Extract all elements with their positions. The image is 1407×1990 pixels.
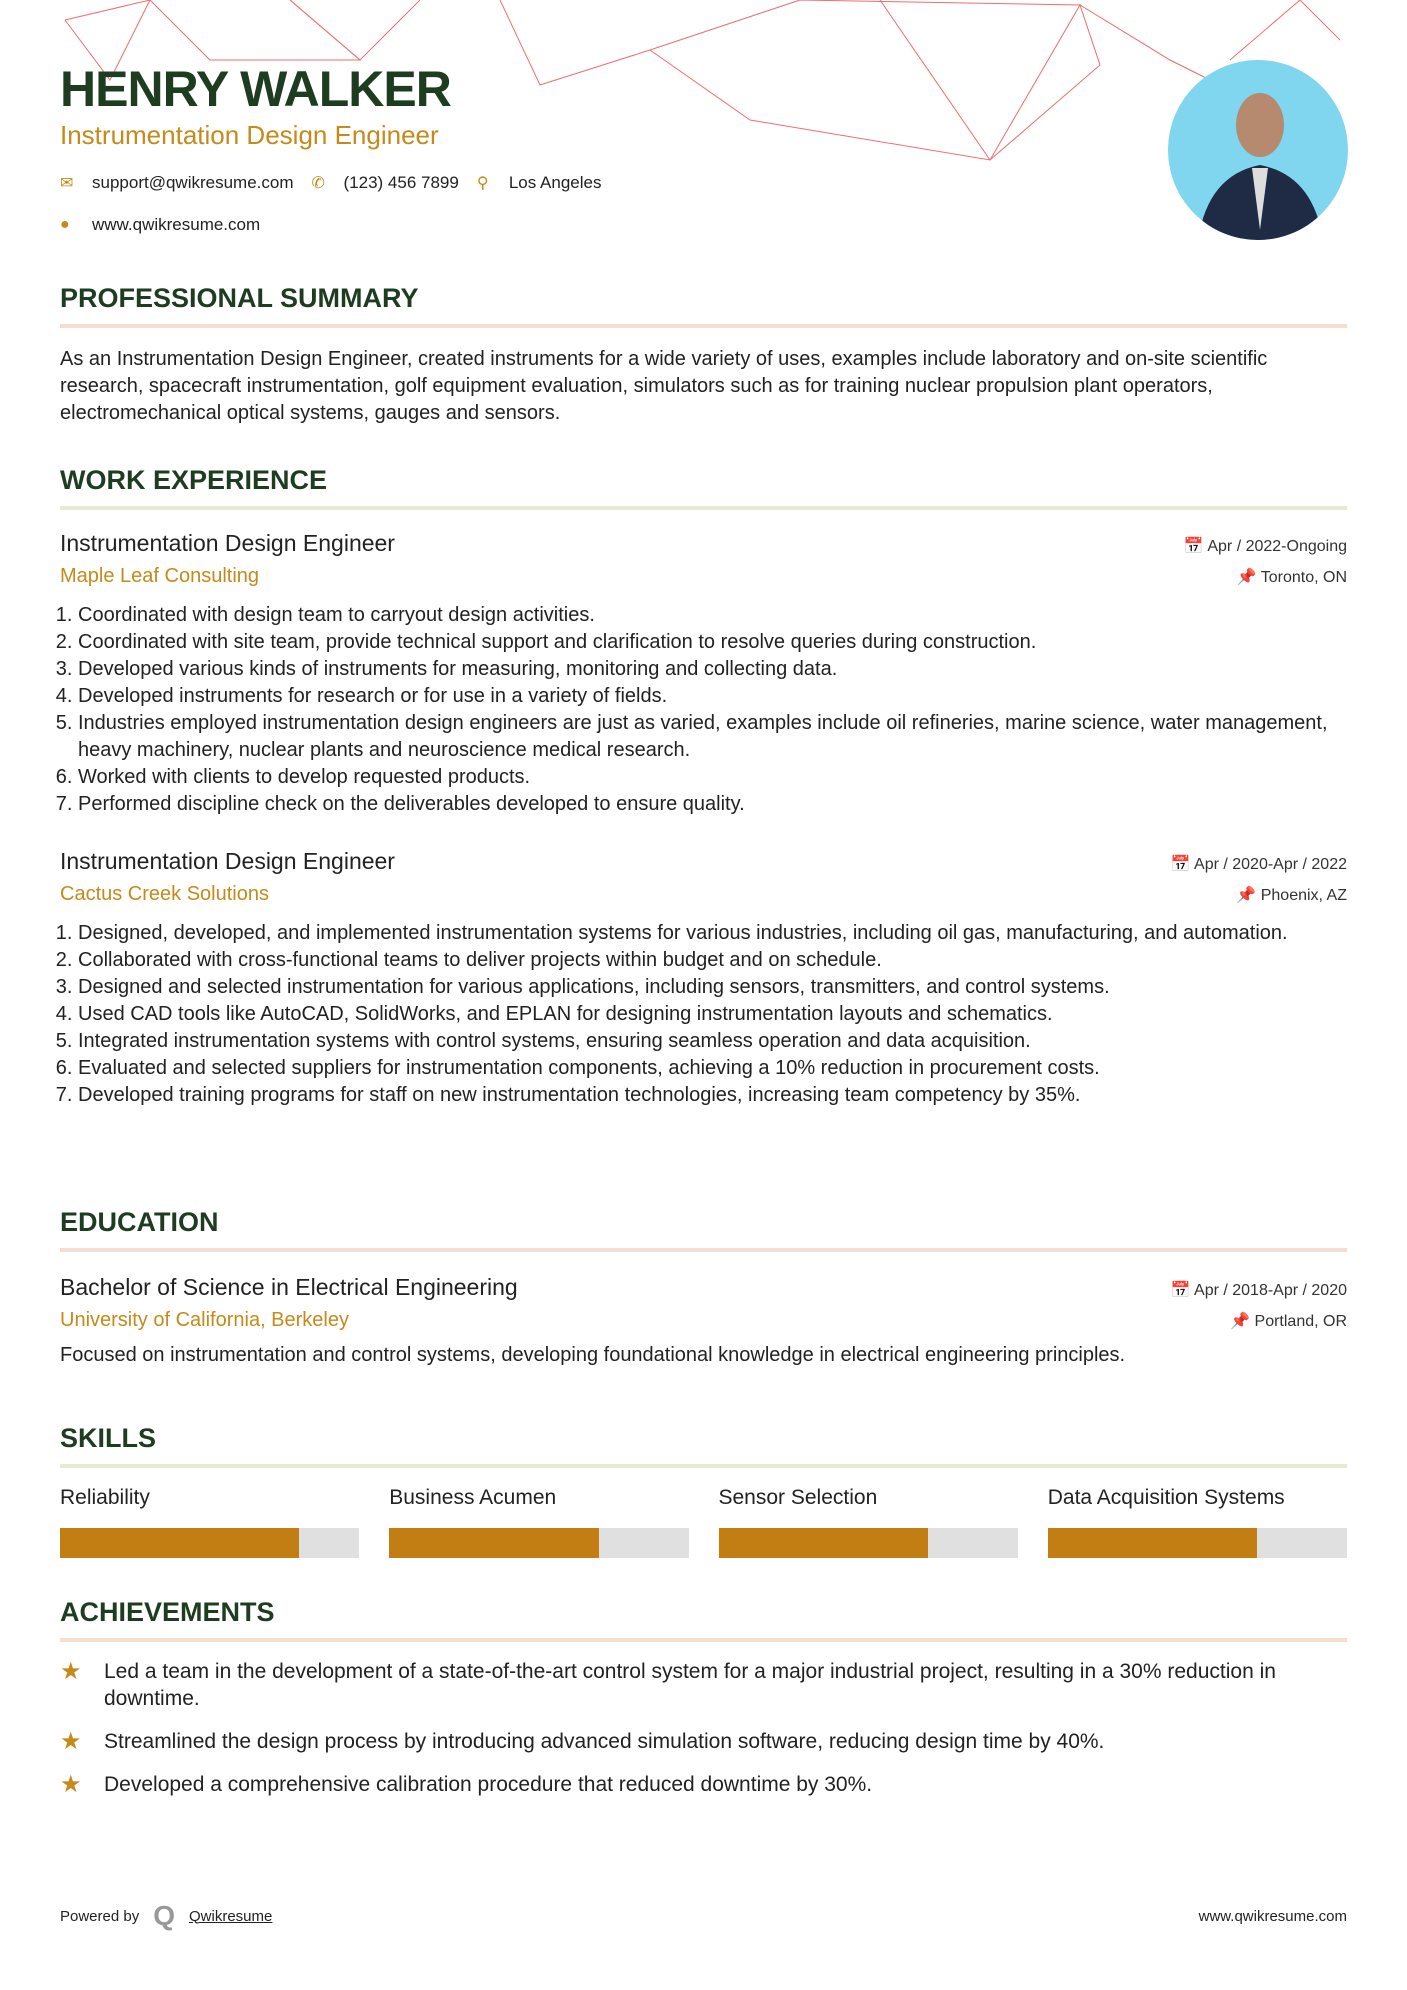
profile-photo bbox=[1168, 60, 1348, 240]
skill-item bbox=[389, 1486, 688, 1558]
achievement-item bbox=[60, 1658, 1347, 1712]
skill-item bbox=[1048, 1486, 1347, 1558]
skills-section bbox=[60, 1423, 1347, 1558]
achievement-item bbox=[60, 1728, 1347, 1755]
skill-bar bbox=[389, 1528, 688, 1558]
skill-item bbox=[719, 1486, 1018, 1558]
skill-name: Business Acumen bbox=[389, 1486, 557, 1509]
skill-bar-fill bbox=[719, 1528, 928, 1558]
skill-name: Reliability bbox=[60, 1486, 150, 1509]
summary-section bbox=[60, 283, 1347, 427]
skill-name: Data Acquisition Systems bbox=[1047, 1486, 1285, 1509]
job-bullet: 2. Collaborated with cross-functional teams to deliver projects within budget and on schedule. bbox=[78, 947, 1347, 974]
powered-by: Powered by bbox=[60, 1907, 140, 1925]
globe-icon: ● bbox=[60, 216, 70, 233]
job-bullet: 4. Developed instruments for research or for use in a variety of fields. bbox=[78, 683, 1347, 710]
job-bullet: 1. Coordinated with design team to carryout design activities. bbox=[78, 602, 1347, 629]
job-title: Instrumentation Design Engineer bbox=[60, 848, 395, 874]
achievement-text: Streamlined the design process by introducing advanced simulation software, reducing design time by 40%. bbox=[104, 1730, 1105, 1753]
achievements-section bbox=[60, 1597, 1347, 1798]
section-heading: WORK EXPERIENCE bbox=[60, 465, 1347, 510]
section-heading: PROFESSIONAL SUMMARY bbox=[60, 283, 1347, 328]
star-icon: ★ bbox=[60, 1728, 82, 1755]
qwikresume-logo-icon: Q bbox=[153, 1900, 175, 1931]
achievement-text: Developed a comprehensive calibration procedure that reduced downtime by 30%. bbox=[104, 1773, 873, 1796]
footer-url[interactable]: www.qwikresume.com bbox=[1198, 1907, 1347, 1925]
star-icon: ★ bbox=[60, 1658, 82, 1685]
job-bullet: 7. Developed training programs for staff on new instrumentation technologies, increasing team competency by 35%. bbox=[78, 1082, 1347, 1109]
company: Maple Leaf Consulting bbox=[60, 565, 260, 587]
skill-item bbox=[60, 1486, 359, 1558]
job-bullet: 7. Performed discipline check on the deliverables developed to ensure quality. bbox=[78, 791, 1347, 818]
website-row bbox=[60, 215, 260, 235]
skill-bar-fill bbox=[389, 1528, 598, 1558]
skill-bar-fill bbox=[60, 1528, 299, 1558]
email[interactable]: support@qwikresume.com bbox=[92, 173, 294, 192]
job-bullet: 2. Coordinated with site team, provide technical support and clarification to resolve queries during construction. bbox=[78, 629, 1347, 656]
candidate-title: Instrumentation Design Engineer bbox=[60, 120, 439, 150]
footer bbox=[60, 1900, 1347, 1932]
job-bullet: 6. Evaluated and selected suppliers for instrumentation components, achieving a 10% reduction in procurement costs. bbox=[78, 1055, 1347, 1082]
education-text: Focused on instrumentation and control systems, developing foundational knowledge in electrical engineering principles. bbox=[60, 1344, 1126, 1366]
skill-bar bbox=[60, 1528, 359, 1558]
phone-icon: ✆ bbox=[311, 175, 325, 192]
job-date: 📅 Apr / 2020-Apr / 2022 bbox=[1170, 856, 1347, 873]
job-bullet: 1. Designed, developed, and implemented instrumentation systems for various industries, including oil gas, manufacturing, and automation. bbox=[78, 920, 1347, 947]
location: Los Angeles bbox=[508, 173, 602, 192]
summary-text: As an Instrumentation Design Engineer, created instruments for a wide variety of uses, examples include laboratory and on-site scientific research, spacecraft instrumentation, golf equipment evaluation, simulators such as for training nuclear propulsion plant operators, electromechanical optical systems, gauges and sensors. bbox=[60, 348, 1268, 424]
job-bullet: 6. Worked with clients to develop requested products. bbox=[78, 764, 1347, 791]
job-title: Instrumentation Design Engineer bbox=[60, 530, 395, 556]
education-section bbox=[60, 1207, 1347, 1369]
skill-name: Sensor Selection bbox=[718, 1486, 878, 1509]
envelope-icon: ✉ bbox=[60, 175, 74, 192]
job-location: 📌 Toronto, ON bbox=[1236, 569, 1347, 586]
degree: Bachelor of Science in Electrical Engineering bbox=[60, 1274, 518, 1300]
school: University of California, Berkeley bbox=[60, 1309, 349, 1331]
education-location: 📌 Portland, OR bbox=[1230, 1313, 1347, 1330]
job-bullet: 5. Integrated instrumentation systems with control systems, ensuring seamless operation and data acquisition. bbox=[78, 1028, 1347, 1055]
achievement-item bbox=[60, 1771, 1347, 1798]
candidate-name: HENRY WALKER bbox=[60, 61, 451, 117]
achievement-text: Led a team in the development of a state-of-the-art control system for a major industrial project, resulting in a 30% reduction in downtime. bbox=[104, 1660, 1276, 1710]
skill-bar bbox=[719, 1528, 1018, 1558]
job-bullet: 3. Developed various kinds of instruments for measuring, monitoring and collecting data. bbox=[78, 656, 1347, 683]
location-pin-icon: ⚲ bbox=[476, 175, 489, 192]
experience-section bbox=[60, 465, 1347, 1109]
education-date: 📅 Apr / 2018-Apr / 2020 bbox=[1170, 1282, 1347, 1299]
job-entry bbox=[60, 530, 1347, 818]
phone: (123) 456 7899 bbox=[343, 173, 459, 192]
website[interactable]: www.qwikresume.com bbox=[92, 215, 261, 234]
section-heading: SKILLS bbox=[60, 1423, 1347, 1468]
job-date: 📅 Apr / 2022-Ongoing bbox=[1183, 538, 1347, 555]
job-bullet: 5. Industries employed instrumentation design engineers are just as varied, examples include oil refineries, marine science, water management, heavy machinery, nuclear plants and neuroscience medical research. bbox=[78, 710, 1347, 764]
job-entry bbox=[60, 848, 1347, 1109]
job-location: 📌 Phoenix, AZ bbox=[1236, 887, 1347, 904]
contact-row bbox=[60, 173, 601, 193]
section-heading: ACHIEVEMENTS bbox=[60, 1597, 1347, 1642]
brand-link[interactable]: Qwikresume bbox=[189, 1907, 273, 1925]
star-icon: ★ bbox=[60, 1771, 82, 1798]
skill-bar bbox=[1048, 1528, 1347, 1558]
skill-bar-fill bbox=[1048, 1528, 1257, 1558]
job-bullet: 4. Used CAD tools like AutoCAD, SolidWorks, and EPLAN for designing instrumentation layouts and schematics. bbox=[78, 1001, 1347, 1028]
section-heading: EDUCATION bbox=[60, 1207, 1347, 1252]
job-bullet: 3. Designed and selected instrumentation for various applications, including sensors, transmitters, and control systems. bbox=[78, 974, 1347, 1001]
company: Cactus Creek Solutions bbox=[60, 883, 269, 905]
